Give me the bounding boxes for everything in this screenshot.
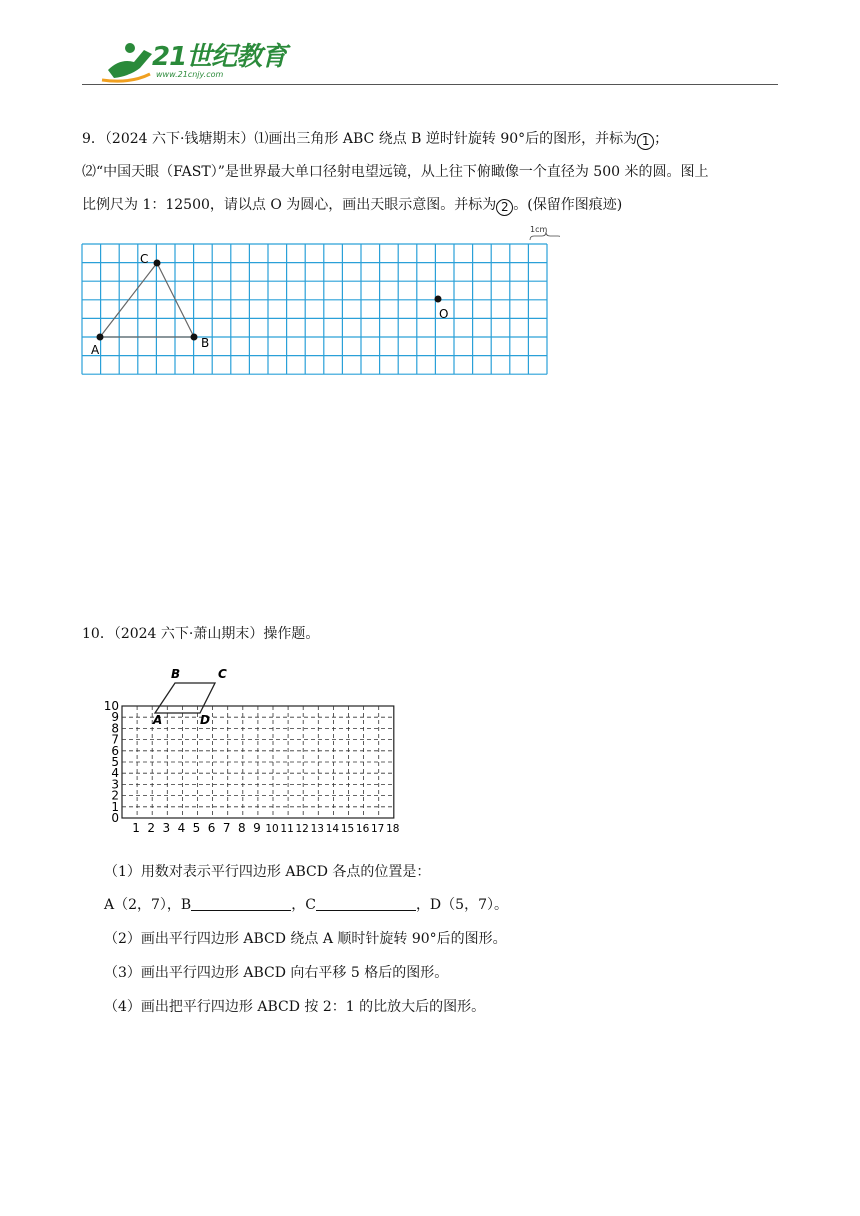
y-tick-label: 10 xyxy=(103,699,119,713)
circled-mark-1: 1 xyxy=(637,133,654,150)
x-tick-label: 8 xyxy=(237,821,246,835)
y-tick-label: 4 xyxy=(111,766,119,781)
y-tick-label: 5 xyxy=(111,755,119,769)
x-tick-label: 4 xyxy=(177,821,186,835)
label-a: A xyxy=(91,343,100,357)
point-o xyxy=(435,296,442,303)
x-tick-label: 13 xyxy=(310,823,324,835)
label-b: B xyxy=(201,336,210,350)
q9-line1: 9．（2024 六下·钱塘期末）⑴画出三角形 ABC 绕点 B 逆时针旋转 90°后的图形，并标为 1 ； xyxy=(82,131,669,148)
label-d: D xyxy=(200,713,210,727)
q10-part4: （4）画出把平行四边形 ABCD 按 2：1 的比放大后的图形。 xyxy=(104,999,486,1015)
y-tick-label: 7 xyxy=(111,732,119,747)
label-b: B xyxy=(171,667,181,681)
q10-grid-figure xyxy=(100,658,420,838)
y-tick-label: 6 xyxy=(111,743,119,758)
q10-title: 10．（2024 六下·萧山期末）操作题。 xyxy=(82,626,320,642)
x-tick-label: 16 xyxy=(355,823,370,835)
y-tick-label: 2 xyxy=(111,788,119,803)
point-b xyxy=(191,334,198,341)
x-tick-label: 2 xyxy=(147,821,156,835)
label-a: A xyxy=(153,713,163,727)
label-c: C xyxy=(218,667,227,681)
x-tick-label: 11 xyxy=(280,823,294,835)
x-tick-label: 5 xyxy=(192,821,201,835)
x-tick-label: 3 xyxy=(162,821,171,835)
point-a xyxy=(97,334,104,341)
x-tick-label: 17 xyxy=(371,823,385,835)
y-tick-label: 9 xyxy=(111,710,119,725)
label-c: C xyxy=(140,252,149,266)
x-tick-label: 9 xyxy=(253,821,261,835)
header-divider xyxy=(82,84,778,85)
x-tick-label: 15 xyxy=(340,823,355,835)
x-tick-label: 14 xyxy=(325,823,340,835)
x-tick-label: 10 xyxy=(265,823,279,835)
x-tick-label: 12 xyxy=(295,823,309,835)
logo-text: 21世纪教育 xyxy=(152,42,287,72)
x-tick-label: 18 xyxy=(386,823,400,835)
answer-blank-c[interactable] xyxy=(316,896,416,911)
scale-label: 1cm xyxy=(530,225,548,234)
x-tick-label: 1 xyxy=(132,821,140,835)
y-tick-label: 1 xyxy=(111,799,119,814)
logo-url: www.21cnjy.com xyxy=(156,70,224,79)
point-c xyxy=(154,260,161,267)
parallelogram-abcd xyxy=(155,683,215,713)
q9-line2: ⑵“中国天眼（FAST）”是世界最大单口径射电望远镜，从上往下俯瞰像一个直径为 500 米的圆。图上 xyxy=(82,164,709,180)
label-o: O xyxy=(439,307,449,321)
answer-blank-b[interactable] xyxy=(191,896,291,911)
x-tick-label: 7 xyxy=(222,821,231,835)
q10-part1-answers: A（2，7），B ，C ，D（5，7）。 xyxy=(104,897,508,913)
x-tick-label: 6 xyxy=(207,821,216,835)
y-tick-label: 3 xyxy=(111,777,119,792)
q10-part3: （3）画出平行四边形 ABCD 向右平移 5 格后的图形。 xyxy=(104,965,449,981)
circled-mark-2: 2 xyxy=(496,199,513,216)
q10-part2: （2）画出平行四边形 ABCD 绕点 A 顺时针旋转 90°后的图形。 xyxy=(104,931,507,947)
y-tick-label: 0 xyxy=(111,811,119,825)
q10-part1: （1）用数对表示平行四边形 ABCD 各点的位置是： xyxy=(104,864,431,880)
q9-line3: 比例尺为 1：12500，请以点 O 为圆心，画出天眼示意图。并标为 2 。(保留作图痕迹) xyxy=(82,197,623,214)
y-tick-label: 8 xyxy=(111,721,119,736)
q9-grid-figure xyxy=(80,222,560,380)
